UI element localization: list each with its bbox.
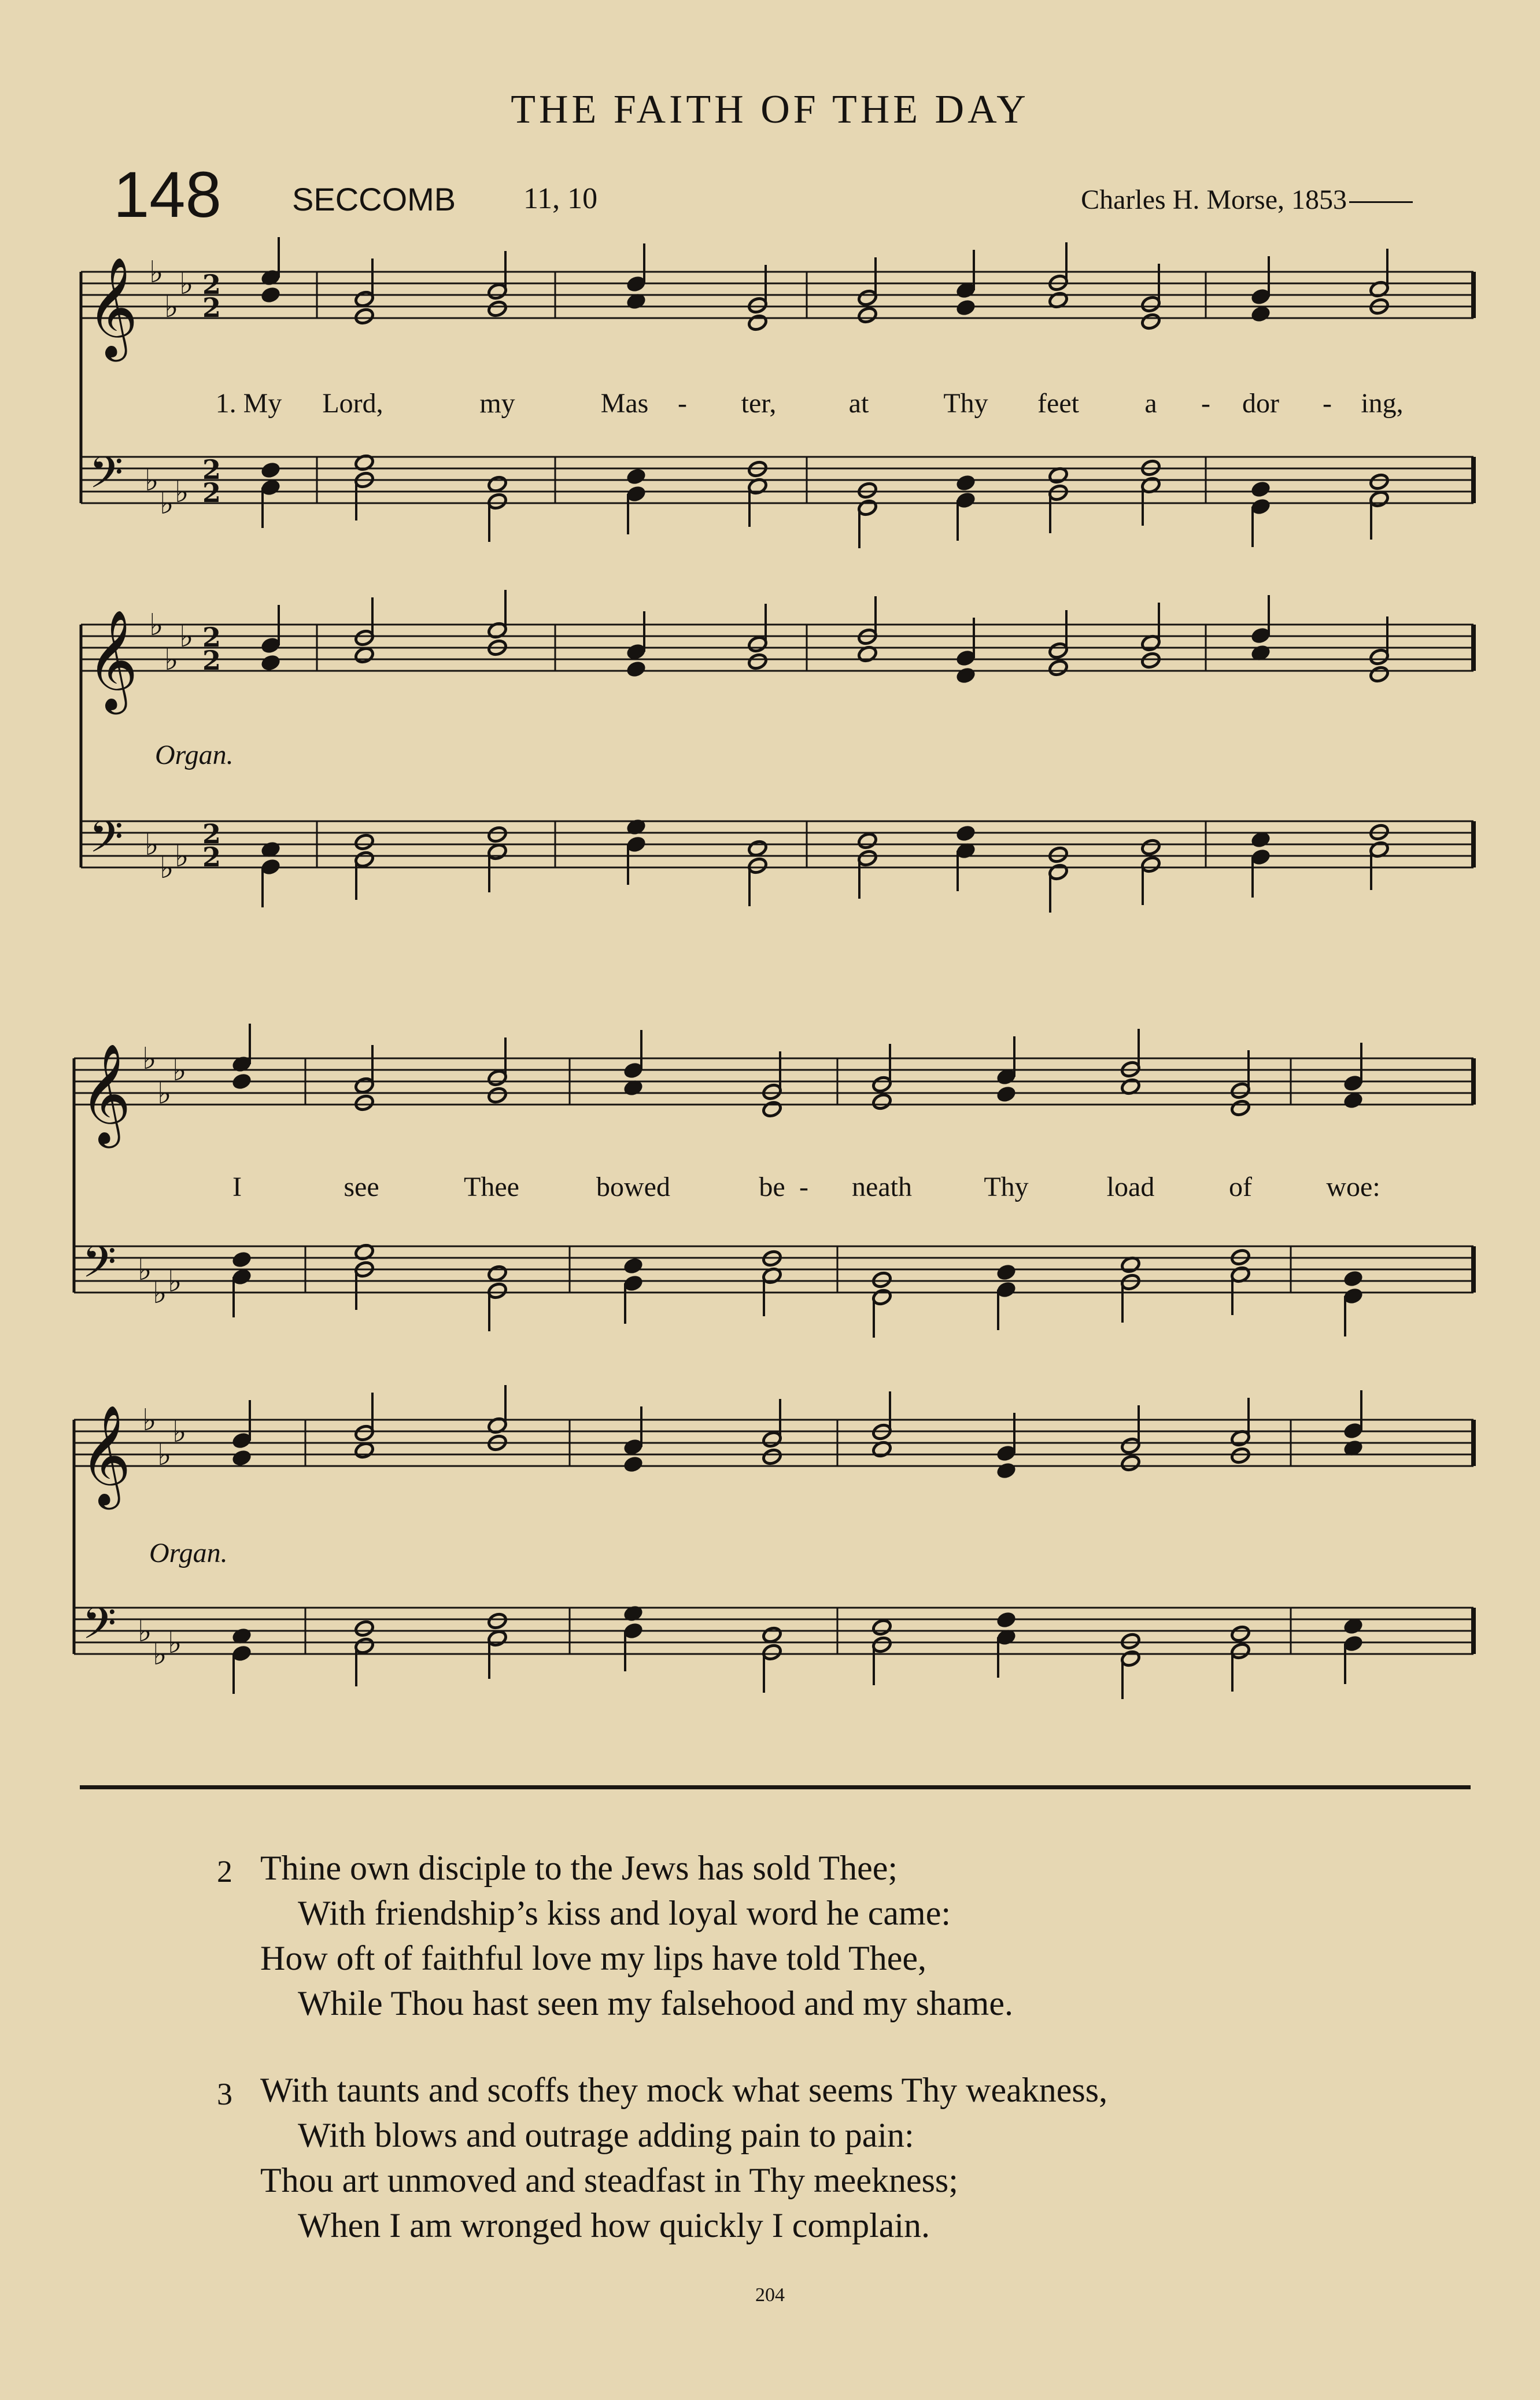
half-note [871, 1092, 892, 1111]
half-note [354, 307, 375, 326]
flat-sign: ♭ [138, 1253, 152, 1287]
flat-sign: ♭ [175, 839, 189, 874]
half-note [1230, 1099, 1251, 1117]
half-note [762, 1626, 782, 1644]
quarter-note [1343, 1091, 1364, 1110]
flat-sign: ♭ [149, 608, 164, 643]
time-signature: 2 [202, 292, 221, 323]
lyric-syllable: neath [852, 1172, 912, 1202]
lyric-syllable: - [678, 388, 687, 419]
flat-sign: ♭ [172, 1415, 187, 1449]
lyric-syllable: - [1201, 388, 1210, 419]
verse-line: With taunts and scoffs they mock what seems Thy weakness, [260, 2071, 1108, 2109]
quarter-note [626, 660, 647, 678]
hymn-number: 148 [113, 158, 221, 231]
half-note [487, 1264, 508, 1283]
flat-sign: ♭ [142, 1403, 157, 1438]
quarter-note [231, 1449, 252, 1467]
quarter-note [955, 474, 976, 492]
quarter-note [955, 666, 976, 685]
flat-sign: ♭ [175, 475, 189, 509]
half-note [1369, 472, 1390, 491]
half-note [487, 1612, 508, 1630]
half-note [354, 1441, 375, 1460]
lyric-syllable: of [1229, 1172, 1252, 1202]
quarter-note [955, 298, 976, 317]
half-note [871, 1271, 892, 1289]
lyric-syllable: - [799, 1172, 808, 1202]
flat-sign: ♭ [142, 1042, 157, 1076]
flat-sign: ♭ [164, 643, 179, 677]
lyric-syllable: 1. My [215, 388, 282, 419]
flat-sign: ♭ [168, 1626, 182, 1660]
lyric-syllable: load [1106, 1172, 1155, 1202]
time-signature: 2 [202, 269, 221, 300]
quarter-note [623, 1257, 644, 1275]
half-note [1048, 845, 1069, 864]
lyric-syllable: I [232, 1172, 242, 1202]
flat-sign: ♭ [138, 1614, 152, 1649]
composer-name: Charles H. Morse, 1853 [1081, 184, 1347, 215]
half-note [354, 646, 375, 664]
verse-line: How oft of faithful love my lips have told Thee, [260, 1939, 926, 1977]
flat-sign: ♭ [179, 619, 194, 654]
lyric-syllable: bowed [596, 1172, 670, 1202]
half-note [487, 300, 508, 318]
half-note [354, 1094, 375, 1112]
half-note [1120, 1454, 1141, 1472]
flat-sign: ♭ [145, 828, 159, 862]
quarter-note [996, 1263, 1017, 1282]
page-number: 204 [755, 2284, 785, 2306]
treble-clef: 𝄞 [87, 257, 138, 357]
verse-line: With friendship’s kiss and loyal word he came: [298, 1894, 951, 1932]
treble-clef: 𝄞 [80, 1405, 131, 1505]
lyric-syllable: - [1323, 388, 1332, 419]
half-note [762, 1100, 782, 1118]
bass-clef: 𝄢 [89, 811, 124, 873]
verse-line: Thou art unmoved and steadfast in Thy meekness; [260, 2161, 958, 2199]
time-signature: 2 [202, 818, 221, 850]
quarter-note [626, 467, 647, 486]
half-note [1048, 659, 1069, 677]
half-note [487, 825, 508, 844]
lyric-syllable: a [1144, 388, 1157, 419]
lyric-syllable: ter, [741, 388, 777, 419]
flat-sign: ♭ [168, 1264, 182, 1299]
time-signature: 2 [202, 477, 221, 508]
lyric-syllable: at [848, 388, 869, 419]
lyric-syllable: see [344, 1172, 379, 1202]
lyric-syllable: Thee [464, 1172, 519, 1202]
lyric-syllable: feet [1037, 388, 1079, 419]
lyric-syllable: dor [1242, 388, 1279, 419]
flat-sign: ♭ [153, 1637, 167, 1672]
organ-label: Organ. [149, 1538, 228, 1568]
half-note [762, 1448, 782, 1466]
lyric-syllable: ing, [1361, 388, 1404, 419]
lyric-syllable: Thy [984, 1172, 1029, 1202]
flat-sign: ♭ [157, 1438, 172, 1472]
verse-line: Thine own disciple to the Jews has sold Thee; [260, 1849, 898, 1887]
lyric-syllable: Lord, [322, 388, 383, 419]
half-note [747, 652, 768, 671]
verse-number: 2 [217, 1854, 232, 1889]
lyric-syllable: be [759, 1172, 785, 1202]
half-note [1230, 1446, 1251, 1465]
quarter-note [260, 461, 281, 479]
tune-name: SECCOMB [292, 181, 456, 217]
quarter-note [1250, 480, 1271, 499]
half-note [747, 313, 768, 332]
half-note [354, 833, 375, 851]
quarter-note [231, 1250, 252, 1269]
half-note [1369, 665, 1390, 684]
flat-sign: ♭ [149, 255, 164, 290]
bass-clef: 𝄢 [82, 1598, 117, 1660]
time-signature: 2 [202, 622, 221, 653]
flat-sign: ♭ [164, 290, 179, 324]
quarter-note [955, 824, 976, 843]
quarter-note [996, 1611, 1017, 1629]
bass-clef: 𝄢 [82, 1236, 117, 1298]
treble-clef: 𝄞 [80, 1043, 131, 1144]
flat-sign: ♭ [160, 851, 174, 885]
half-note [487, 475, 508, 493]
flat-sign: ♭ [145, 463, 159, 498]
flat-sign: ♭ [160, 486, 174, 521]
half-note [354, 1619, 375, 1638]
quarter-note [231, 1072, 252, 1091]
flat-sign: ♭ [157, 1076, 172, 1111]
time-signature: 2 [202, 454, 221, 485]
quarter-note [623, 1455, 644, 1474]
section-title: THE FAITH OF THE DAY [511, 87, 1029, 132]
quarter-note [1343, 1269, 1364, 1288]
quarter-note [260, 286, 281, 304]
treble-clef: 𝄞 [87, 610, 138, 710]
time-signature: 2 [202, 645, 221, 676]
lyric-syllable: my [479, 388, 515, 419]
verse-line: With blows and outrage adding pain to pain: [298, 2116, 914, 2154]
half-note [1140, 651, 1161, 670]
lyric-syllable: Thy [943, 388, 988, 419]
verse-line: While Thou hast seen my falsehood and my shame. [298, 1984, 1013, 2022]
meter: 11, 10 [523, 182, 598, 215]
lyric-syllable: Mas [600, 388, 649, 419]
verse-line: When I am wronged how quickly I complain. [298, 2206, 930, 2244]
half-note [1230, 1624, 1251, 1643]
lyric-syllable: woe: [1326, 1172, 1380, 1202]
half-note [857, 481, 878, 500]
time-signature: 2 [202, 841, 221, 873]
half-note [857, 306, 878, 324]
half-note [1120, 1632, 1141, 1651]
quarter-note [996, 1085, 1017, 1103]
flat-sign: ♭ [172, 1053, 187, 1088]
half-note [871, 1618, 892, 1637]
flat-sign: ♭ [153, 1276, 167, 1310]
section-divider [80, 1785, 1471, 1789]
half-note [857, 832, 878, 850]
half-note [1140, 838, 1161, 856]
flat-sign: ♭ [179, 267, 194, 301]
bass-clef: 𝄢 [89, 447, 124, 509]
half-note [1140, 312, 1161, 331]
verse-number: 3 [217, 2077, 232, 2111]
quarter-note [1250, 305, 1271, 323]
organ-label: Organ. [155, 740, 234, 770]
half-note [487, 1086, 508, 1105]
quarter-note [996, 1461, 1017, 1480]
quarter-note [260, 653, 281, 672]
half-note [747, 839, 768, 858]
